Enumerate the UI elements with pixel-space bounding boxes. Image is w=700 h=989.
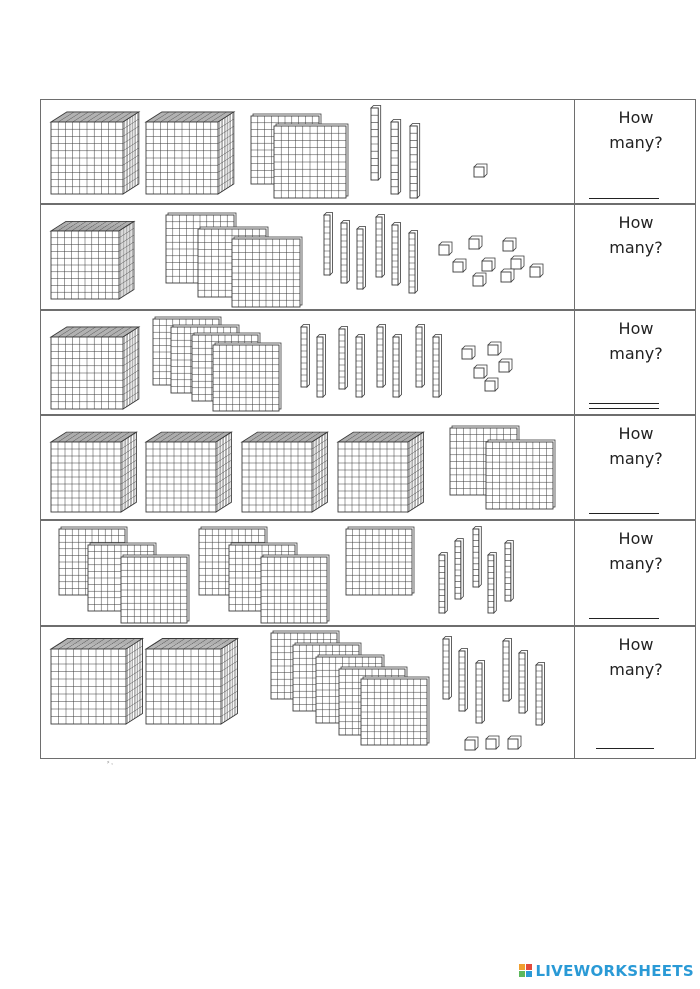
- thousand-cube: [146, 432, 231, 512]
- how-text: How: [618, 108, 654, 127]
- how-text: How: [618, 529, 654, 548]
- ten-rod: [476, 661, 485, 724]
- thousand-cube: [51, 327, 139, 409]
- one-unit: [453, 259, 466, 272]
- answer-blank[interactable]: [596, 748, 654, 749]
- one-unit: [474, 164, 487, 177]
- one-unit: [530, 264, 543, 277]
- thousand-cube: [146, 112, 234, 194]
- ten-rod: [392, 223, 401, 286]
- base-ten-blocks-2: [41, 205, 574, 311]
- hundred-flat: [213, 343, 281, 411]
- ten-rod: [339, 327, 348, 390]
- base-ten-blocks-1: [41, 100, 574, 205]
- ten-rod: [439, 553, 447, 614]
- one-unit: [439, 242, 452, 255]
- worksheet-table: [40, 99, 696, 759]
- one-unit: [462, 346, 475, 359]
- ten-rod: [459, 649, 468, 712]
- many-text: many?: [609, 554, 663, 573]
- question-row-1: [40, 99, 696, 204]
- hundred-flat: [232, 237, 302, 307]
- thousand-cube: [51, 432, 136, 512]
- how-text: How: [618, 424, 654, 443]
- ten-rod: [519, 651, 528, 714]
- ten-rod: [301, 325, 310, 388]
- many-text: many?: [609, 238, 663, 257]
- answer-blank[interactable]: [589, 408, 659, 409]
- ten-rod: [371, 106, 381, 181]
- ten-rod: [376, 215, 385, 278]
- hundred-flat: [486, 440, 555, 509]
- question-row-3: [40, 310, 696, 415]
- one-unit: [474, 365, 487, 378]
- one-unit: [488, 342, 501, 355]
- one-unit: [501, 269, 514, 282]
- ten-rod: [455, 539, 463, 600]
- thousand-cube: [242, 432, 327, 512]
- ten-rod: [503, 639, 512, 702]
- how-many-label: [575, 421, 697, 471]
- ten-rod: [488, 553, 496, 614]
- one-unit: [482, 258, 495, 271]
- many-text: many?: [609, 133, 663, 152]
- one-unit: [465, 737, 478, 750]
- hundred-flat: [121, 555, 189, 623]
- ten-rod: [393, 335, 402, 398]
- one-unit: [499, 359, 512, 372]
- question-row-5: [40, 520, 696, 626]
- hundred-flat: [261, 555, 329, 623]
- one-unit: [485, 378, 498, 391]
- ten-rod: [416, 325, 425, 388]
- question-row-2: [40, 204, 696, 310]
- how-many-label: [575, 210, 697, 260]
- one-unit: [469, 236, 482, 249]
- liveworksheets-logo: [519, 962, 694, 980]
- thousand-cube: [51, 639, 143, 725]
- one-unit: [486, 736, 499, 749]
- one-unit: [511, 256, 524, 269]
- base-ten-blocks-3: [41, 311, 574, 416]
- hundred-flat: [274, 124, 348, 198]
- base-ten-blocks-6: [41, 627, 574, 760]
- answer-blank[interactable]: [589, 513, 659, 514]
- ten-rod: [341, 221, 350, 284]
- ten-rod: [409, 231, 418, 294]
- many-text: many?: [609, 449, 663, 468]
- how-many-label: [575, 316, 697, 366]
- how-many-label: [575, 105, 697, 155]
- liveworksheets-logo-icon: [519, 964, 533, 978]
- question-row-6: [40, 626, 696, 759]
- hundred-flat: [346, 527, 414, 595]
- base-ten-blocks-4: [41, 416, 574, 521]
- thousand-cube: [51, 112, 139, 194]
- ten-rod: [443, 637, 452, 700]
- ten-rod: [357, 227, 366, 290]
- answer-blank[interactable]: [589, 198, 659, 199]
- many-text: many?: [609, 660, 663, 679]
- ten-rod: [317, 335, 326, 398]
- how-many-label: [575, 632, 697, 682]
- how-text: How: [618, 213, 654, 232]
- ten-rod: [473, 527, 481, 588]
- ten-rod: [391, 120, 401, 195]
- one-unit: [503, 238, 516, 251]
- how-many-label: [575, 526, 697, 576]
- ten-rod: [356, 335, 365, 398]
- thousand-cube: [338, 432, 423, 512]
- ten-rod: [505, 541, 513, 602]
- liveworksheets-wordmark: LIVEWORKSHEETS: [535, 962, 694, 980]
- hundred-flat: [361, 677, 429, 745]
- one-unit: [508, 736, 521, 749]
- thousand-cube: [51, 221, 134, 299]
- how-text: How: [618, 319, 654, 338]
- ten-rod: [536, 663, 545, 726]
- thousand-cube: [146, 639, 238, 725]
- how-text: How: [618, 635, 654, 654]
- question-row-4: [40, 415, 696, 520]
- ten-rod: [410, 124, 420, 199]
- many-text: many?: [609, 344, 663, 363]
- one-unit: [473, 273, 486, 286]
- ten-rod: [377, 325, 386, 388]
- ten-rod: [324, 213, 333, 276]
- answer-blank[interactable]: [589, 618, 659, 619]
- base-ten-blocks-5: [41, 521, 574, 627]
- stray-mark: ⸗ ‚: [107, 759, 113, 766]
- ten-rod: [433, 335, 442, 398]
